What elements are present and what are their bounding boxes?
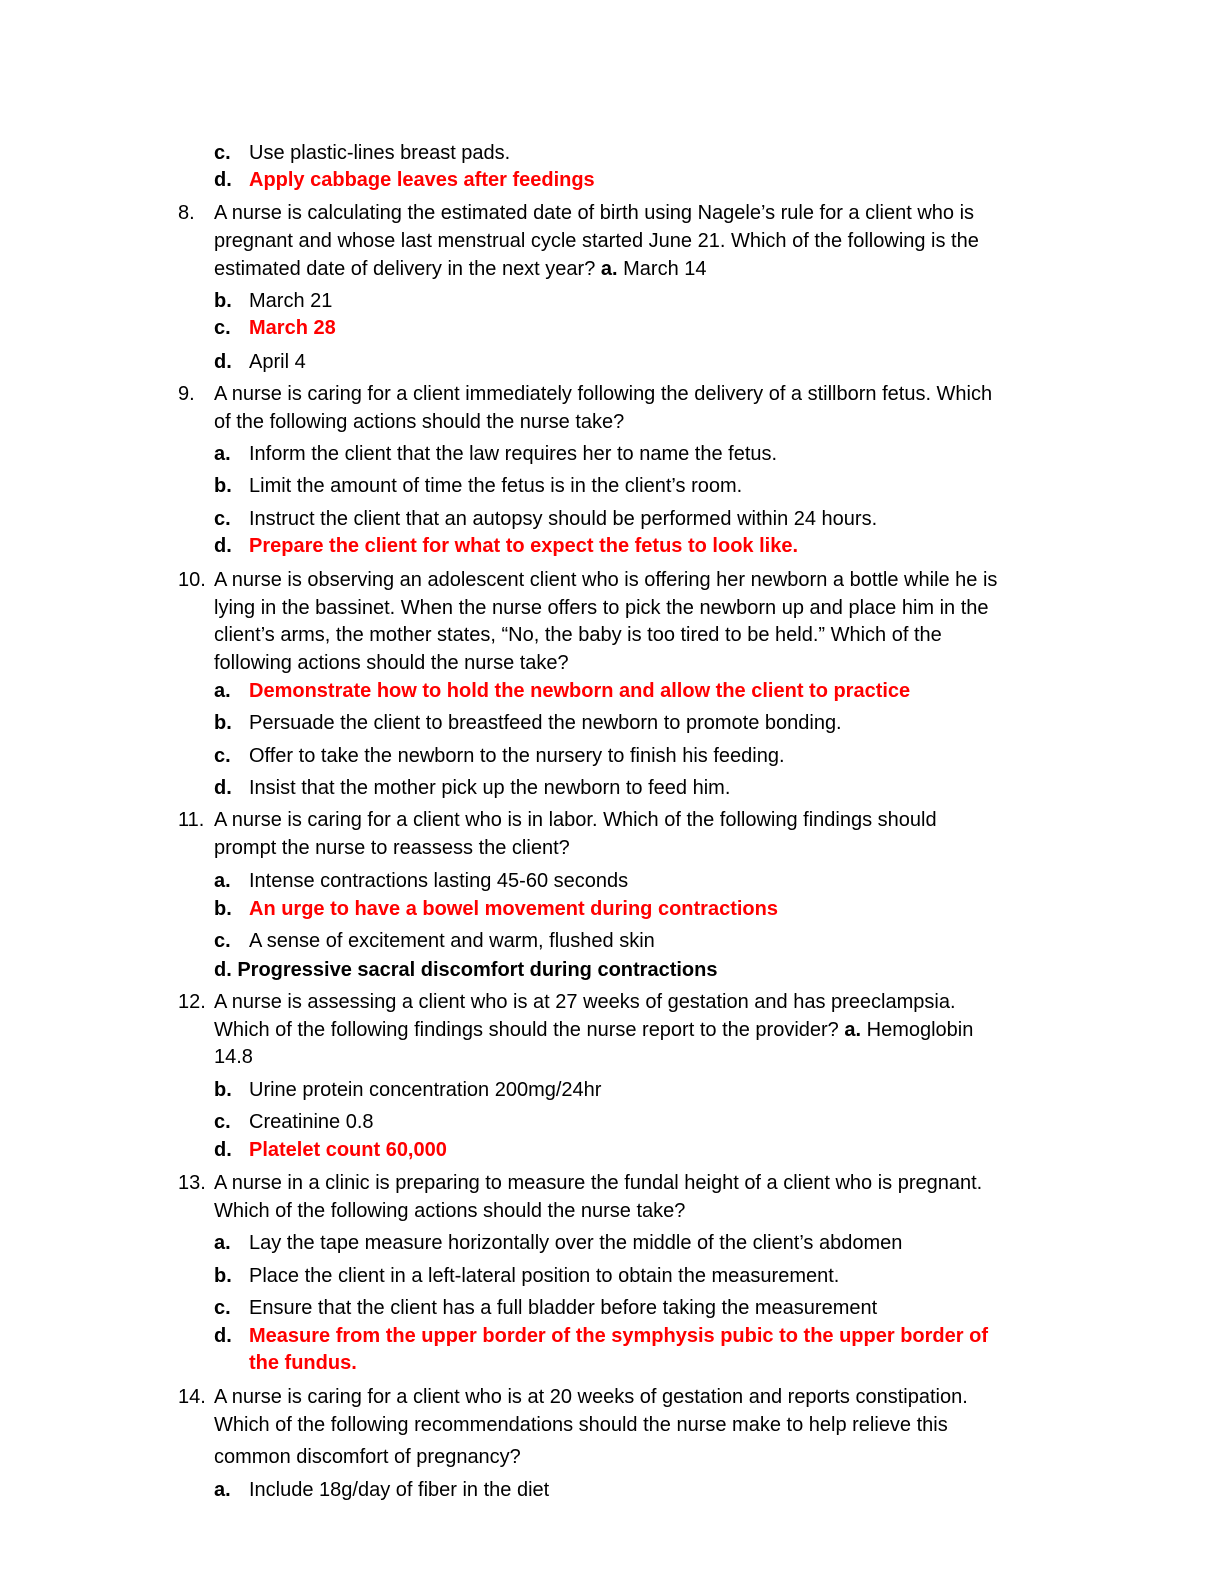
question-text: A nurse is assessing a client who is at 27 weeks of gestation and has preeclampsia. [214,991,956,1013]
question-number: 13. [178,1172,206,1194]
question-text: Which of the following recommendations should the nurse make to help relieve this [214,1414,948,1436]
option-letter: a. [214,443,231,465]
question-text: A nurse is caring for a client immediately following the delivery of a stillborn fetus. Which [214,383,993,405]
question-text: Which of the following actions should the nurse take? [214,1200,686,1222]
option-text: Intense contractions lasting 45-60 seconds [249,870,629,892]
question-number: 9. [178,383,195,405]
option-text: Include 18g/day of fiber in the diet [249,1479,550,1501]
option-text: Insist that the mother pick up the newborn to feed him. [249,777,731,799]
option-letter: b. [214,1079,232,1101]
option-letter: a. [214,680,231,702]
option-text: Persuade the client to breastfeed the newborn to promote bonding. [249,712,842,734]
question-text: client’s arms, the mother states, “No, the baby is too tired to be held.” Which of the [214,624,942,646]
option-letter: c. [214,745,231,767]
option-letter: d. [214,1325,232,1347]
option-text: Lay the tape measure horizontally over the middle of the client’s abdomen [249,1232,903,1254]
option-text: Use plastic-lines breast pads. [249,142,511,164]
option-letter: b. [214,712,232,734]
option-text: Creatinine 0.8 [249,1111,374,1133]
question-text-line: Which of the following findings should the nurse report to the provider? [214,1019,839,1041]
option-text: Place the client in a left-lateral position to obtain the measurement. [249,1265,840,1287]
option-text: March 14 [623,258,707,280]
option-letter: d. [214,169,232,191]
question-text [214,1017,973,1043]
question-text: A nurse is caring for a client who is in labor. Which of the following findings should [214,809,937,831]
correct-answer: the fundus. [249,1352,357,1374]
option-letter: c. [214,317,231,339]
question-text: A nurse is caring for a client who is at 20 weeks of gestation and reports constipation. [214,1386,968,1408]
bold-option: d. Progressive sacral discomfort during contractions [214,959,718,981]
option-letter: c. [214,930,231,952]
option-text: Limit the amount of time the fetus is in the client’s room. [249,475,743,497]
option-text: March 21 [249,290,333,312]
option-text: April 4 [249,351,306,373]
option-letter: b. [214,1265,232,1287]
question-text [214,256,707,282]
correct-answer: Prepare the client for what to expect the fetus to look like. [249,535,799,557]
option-letter: b. [214,290,232,312]
option-text: Ensure that the client has a full bladder before taking the measurement [249,1297,878,1319]
question-text: of the following actions should the nurse take? [214,411,625,433]
option-letter: c. [214,1297,231,1319]
option-letter: d. [214,1139,232,1161]
question-number: 11. [178,809,205,831]
question-number: 12. [178,991,206,1013]
question-text: 14.8 [214,1046,253,1068]
option-text: Urine protein concentration 200mg/24hr [249,1079,602,1101]
option-letter: b. [214,475,232,497]
question-text: lying in the bassinet. When the nurse offers to pick the newborn up and place him in the [214,597,989,619]
option-letter: c. [214,508,231,530]
question-text: common discomfort of pregnancy? [214,1446,521,1468]
option-text: Hemoglobin [866,1019,974,1041]
option-letter: a. [600,258,618,280]
correct-answer: Platelet count 60,000 [249,1139,447,1161]
correct-answer: An urge to have a bowel movement during contractions [249,898,778,920]
option-letter: a. [214,1232,231,1254]
correct-answer: Demonstrate how to hold the newborn and allow the client to practice [249,680,911,702]
option-letter: a. [214,1479,231,1501]
option-letter: a. [844,1019,862,1041]
option-text: A sense of excitement and warm, flushed skin [249,930,655,952]
correct-answer: Measure from the upper border of the symphysis pubic to the upper border of [249,1325,988,1347]
option-text: Instruct the client that an autopsy should be performed within 24 hours. [249,508,878,530]
question-number: 8. [178,202,195,224]
option-letter: d. [214,777,232,799]
question-number: 10. [178,569,206,591]
option-letter: a. [214,870,231,892]
option-letter: c. [214,1111,231,1133]
option-letter: c. [214,142,231,164]
correct-answer: Apply cabbage leaves after feedings [249,169,595,191]
option-letter: d. [214,535,232,557]
question-number: 14. [178,1386,206,1408]
question-text: A nurse is observing an adolescent client who is offering her newborn a bottle while he is [214,569,998,591]
question-text: A nurse in a clinic is preparing to measure the fundal height of a client who is pregnant. [214,1172,983,1194]
question-text: prompt the nurse to reassess the client? [214,837,570,859]
question-text-line: estimated date of delivery in the next year? [214,258,596,280]
question-text: pregnant and whose last menstrual cycle started June 21. Which of the following is the [214,230,979,252]
option-text: Offer to take the newborn to the nursery to finish his feeding. [249,745,785,767]
option-letter: b. [214,898,232,920]
option-text: Inform the client that the law requires her to name the fetus. [249,443,778,465]
correct-answer: March 28 [249,317,336,339]
question-text: A nurse is calculating the estimated date of birth using Nagele’s rule for a client who is [214,202,975,224]
question-text: following actions should the nurse take? [214,652,569,674]
option-letter: d. [214,351,232,373]
